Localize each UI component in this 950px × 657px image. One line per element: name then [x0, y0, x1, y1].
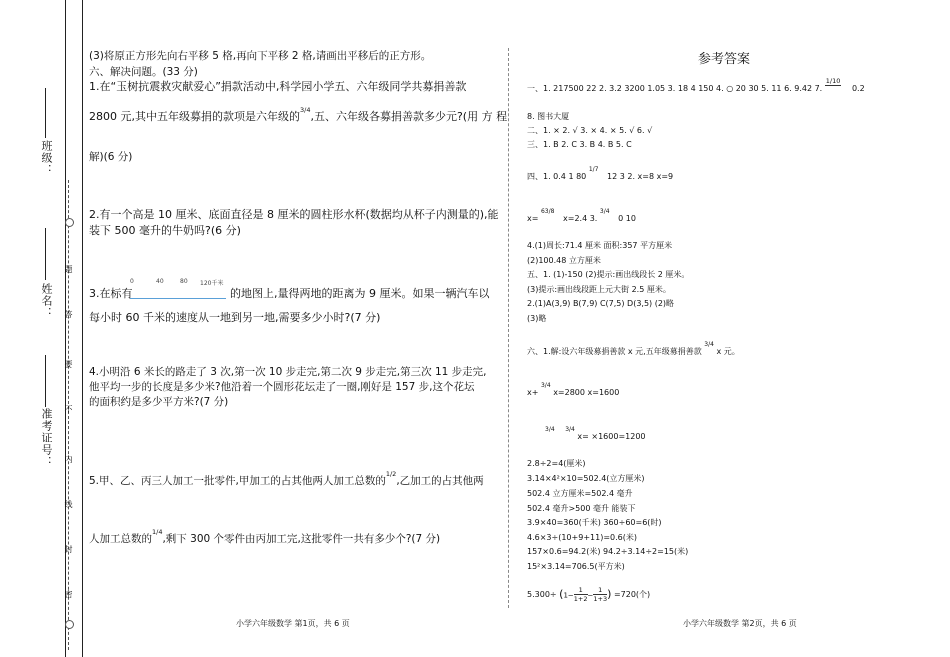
answer-4-4b: (2)100.48 立方厘米 [527, 256, 601, 265]
answer-6-1-fraction: 3/4 [704, 341, 714, 348]
answer-6-3-fraction-1: 3/4 [545, 426, 555, 433]
answer-section-2: 二、1. × 2. √ 3. × 4. × 5. √ 6. √ [527, 126, 653, 135]
question-1-line1: 1.在“玉树抗震救灾献爱心”捐款活动中,科学园小学五、六年级同学共募捐善款 [89, 80, 467, 93]
answer-6-9: 4.6×3÷(10+9+11)=0.6(米) [527, 533, 637, 542]
question-3-line2: 每小时 60 千米的速度从一地到另一地,需要多少小时?(7 分) [89, 311, 381, 324]
question-1-text-b: ,五、六年级各募捐善款多少元?(用 方 程 [310, 110, 508, 123]
name-blank-line [45, 228, 46, 280]
answer-6-2-fraction: 3/4 [540, 382, 551, 389]
question-5-text-b: ,乙加工的占其他两 [396, 475, 484, 487]
answer-6-1 [527, 341, 740, 357]
answer-4c-fraction-2: 3/4 [599, 208, 610, 215]
class-blank-line [45, 88, 46, 138]
answer-5-4: (3)略 [527, 314, 547, 323]
scale-tick-80: 80 [180, 278, 188, 285]
question-1-line3: 解)(6 分) [89, 151, 133, 163]
question-4-line3: 的面积约是多少平方米?(7 分) [89, 396, 229, 408]
answer-6-3-fraction-2: 3/4 [565, 426, 575, 433]
answer-4-fraction: 1/7 [588, 166, 599, 173]
answer-6-12-expression: (1− 1 1+2− 1 1+3) [559, 586, 612, 603]
answer-1-end: 0.2 [851, 84, 865, 93]
answer-4c-end: 0 10 [618, 214, 636, 223]
scale-tick-0: 0 [130, 278, 134, 285]
section-6-heading: 六、解决问题。(33 分) [89, 66, 198, 78]
answer-6-12 [527, 586, 650, 603]
answer-6-2 [527, 382, 620, 397]
answer-4c-fraction-1: 63/8 [540, 208, 555, 215]
answer-4-text-b: 12 3 2. x=8 x=9 [607, 172, 674, 181]
question-4-line2: 他平均一步的长度是多少米?他沿着一个圆形花坛走了一圈,刚好是 157 步,这个花坛 [89, 381, 475, 393]
seal-char-4: 内 [64, 455, 73, 464]
answer-6-4: 2.8÷2=4(厘米) [527, 459, 586, 468]
exam-id-blank-line [45, 355, 46, 407]
question-5-fraction-1: 1/2 [385, 470, 397, 478]
question-1-text-a: 2800 元,其中五年级募捐的款项是六年级的 [89, 110, 300, 123]
answer-5-2: (3)提示:画出线段距上元大街 2.5 厘米。 [527, 285, 671, 294]
question-5-text-a: 5.甲、乙、丙三人加工一批零件,甲加工的占其他两人加工总数的 [89, 475, 386, 487]
answer-6-12-end: =720(个) [613, 590, 651, 599]
answer-section-4-line1 [527, 166, 674, 182]
exam-id-label: 准考证号： [40, 408, 53, 468]
answer-8: 8. 图书大厦 [527, 112, 570, 121]
answer-1-fraction: 1/10 [825, 77, 841, 85]
answer-4-4a: 4.(1)周长:71.4 厘米 面积:357 平方厘米 [527, 241, 673, 250]
question-5-line2 [89, 528, 440, 551]
answer-6-8: 3.9×40=360(千米) 360÷60=6(时) [527, 518, 662, 527]
question-3-text-a: 3.在标有 [89, 287, 133, 300]
question-3-line1 [89, 283, 133, 305]
answer-6-3-end: x= ×1600=1200 [577, 432, 646, 441]
seal-char-6: 要 [64, 360, 73, 369]
seal-char-2: 封 [64, 545, 73, 554]
map-scale-ruler [130, 278, 226, 299]
left-page-footer: 小学六年级数学 第1页，共 6 页 [236, 619, 350, 628]
answer-6-11: 15²×3.14=706.5(平方米) [527, 562, 625, 571]
answer-4c-mid: x=2.4 3. [563, 214, 598, 223]
answer-6-2-end: x=2800 x=1600 [553, 388, 620, 397]
answer-5-3: 2.(1)A(3,9) B(7,9) C(7,5) D(3,5) (2)略 [527, 299, 675, 308]
name-label: 姓名： [40, 283, 53, 319]
question-1-fraction: 3/4 [300, 106, 311, 114]
answer-4c-pre: x= [527, 214, 539, 223]
seal-char-3: 线 [64, 500, 73, 509]
seal-circle-bottom [65, 620, 74, 629]
question-5-line1 [89, 470, 484, 493]
question-1-line2 [89, 106, 507, 129]
question-5-fraction-2: 1/4 [152, 528, 163, 536]
seal-dashed-line [68, 180, 70, 650]
question-4-line1: 4.小明沿 6 米长的路走了 3 次,第一次 10 步走完,第二次 9 步走完,第三次 11 步走完, [89, 366, 487, 378]
question-prev-3: (3)将原正方形先向右平移 5 格,再向下平移 2 格,请画出平移后的正方形。 [89, 50, 432, 62]
right-page-footer: 小学六年级数学 第2页，共 6 页 [683, 619, 797, 628]
answer-6-6: 502.4 立方厘米=502.4 毫升 [527, 489, 633, 498]
class-label: 班级： [40, 140, 53, 176]
question-5-text-c: 人加工总数的 [89, 533, 152, 545]
question-2-line2: 装下 500 毫升的牛奶吗?(6 分) [89, 224, 241, 237]
answer-1 [527, 77, 865, 94]
question-2-line1: 2.有一个高是 10 厘米、底面直径是 8 厘米的圆柱形水杯(数据均从杯子内测量的),能 [89, 208, 499, 221]
seal-char-1: 密 [64, 590, 73, 599]
answer-6-1-text: 六、1.解:设六年级募捐善款 x 元,五年级募捐善款 [527, 347, 702, 356]
scale-tick-120: 120千米 [200, 280, 224, 287]
answer-6-10: 157×0.6=94.2(米) 94.2÷3.14÷2=15(米) [527, 547, 689, 556]
answer-1-text: 一、1. 217500 22 2. 3.2 3200 1.05 3. 18 4 150 4. ○ 20 30 5. 11 6. 9.42 7. [527, 84, 823, 93]
answer-key-title: 参考答案 [698, 52, 751, 67]
answer-6-2-text: x+ [527, 388, 539, 397]
seal-char-7: 答 [64, 310, 73, 319]
outer-border-line [65, 0, 66, 657]
seal-char-5: 不 [64, 405, 73, 414]
scale-tick-40: 40 [156, 278, 164, 285]
answer-section-3: 三、1. B 2. C 3. B 4. B 5. C [527, 140, 632, 149]
answer-5-1: 五、1. (1)-150 (2)提示:画出线段长 2 厘米。 [527, 270, 690, 279]
seal-circle-top [65, 218, 74, 227]
answer-6-5: 3.14×4²×10=502.4(立方厘米) [527, 474, 645, 483]
answer-6-12-text: 5.300÷ [527, 590, 557, 599]
answer-6-1-end: x 元。 [716, 347, 740, 356]
inner-border-line [82, 0, 83, 657]
answer-section-4-line2 [527, 208, 636, 223]
answer-6-7: 502.4 毫升>500 毫升 能装下 [527, 504, 636, 513]
page-divider [508, 48, 509, 608]
question-5-text-d: ,剩下 300 个零件由丙加工完,这批零件一共有多少个?(7 分) [162, 533, 441, 545]
answer-6-3 [545, 426, 646, 441]
answer-4-text-a: 四、1. 0.4 1 80 [527, 172, 587, 181]
question-3-text-b: 的地图上,量得两地的距离为 9 厘米。如果一辆汽车以 [230, 287, 490, 300]
seal-char-8: 题 [64, 265, 73, 274]
